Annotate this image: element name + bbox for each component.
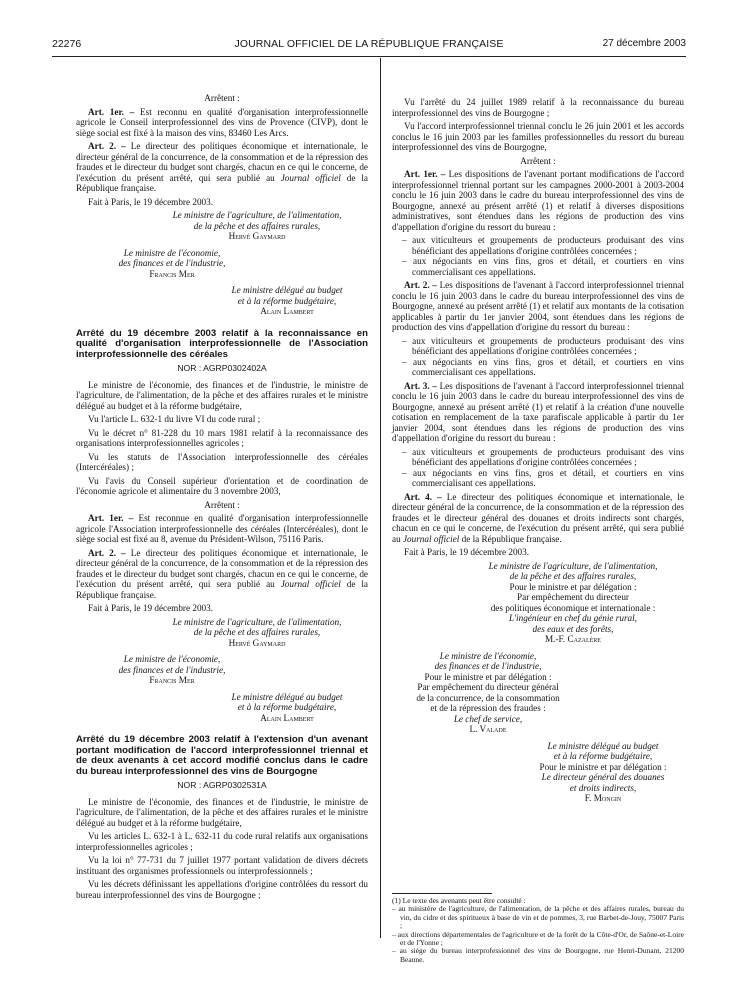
footnote-item: – au siège du bureau interprofessionnel des vins de Bourgogne, rue Henri-Dunant, 21200 Beaune. [392,946,684,964]
list-item: – aux négociants en vins fins, gros et détail, et courtiers en vins commercialisant ces appellations. [402,467,684,488]
list-item: – aux viticulteurs et groupements de producteurs produisant des vins bénéficiant des appellations d'origine contrôlées concernées ; [402,335,684,356]
article-1 [76,107,368,139]
signature-title: Le ministre délégué au budget [231,691,343,702]
arrete-label: Arrêtent : [204,499,240,510]
signature-title: L'ingénieur en chef du génie rural, [508,613,637,623]
signatory-name: Francis Mer [149,675,195,685]
signature-title: de la pêche et des affaires rurales, [509,571,637,581]
article-label: Art. 4. – [404,491,442,502]
signature-title: et droits indirects, [569,782,637,793]
signature-title: Le ministre de l'agriculture, de l'alimentation, [172,616,342,627]
journal-title: JOURNAL OFFICIEL DE LA RÉPUBLIQUE FRANÇAISE [234,38,504,50]
signature-delegation: des politiques économique et internationale : [490,602,656,613]
article-text: Le directeur des politiques économique et internationale, le directeur général de la concurrence, de la consommation et de la répression des fraudes et le directeur du budget sont chargés, chacun en ce qui le concerne, de l'exécution du présent arrêté, qui sera publié au [76,547,369,589]
preamble: Le ministre de l'économie, des finances et de l'industrie, le ministre de l'agriculture, de l'alimentation, de la pêche et des affaires rurales et le ministre délégué au budget et à la réforme budgétaire, [76,379,368,411]
visa: Vu les statuts de l'Association interprofessionnelle des céréales (Intercéréales) ; [76,451,368,472]
article-4 [392,492,684,545]
article-text: Les dispositions de l'avenant à l'accord interprofessionnel triennal conclu le 16 juin 2003 dans le cadre du bureau interprofessionnel des vins de Bourgogne, annexé au présent arrêté (1) et relatif aux montants de la cotisation applicables à partir du 1er janvier 2004, sont étendues dans les régions de production des vins d'appellation d'origine du ressort du bureau : [392,280,685,332]
article-label: Art. 1er. – [404,169,446,179]
signature-title: des finances et de l'industrie, [434,661,542,671]
visa: Vu l'avis du Conseil supérieur d'orientation et de coordination de l'économie agricole et alimentaire du 3 novembre 2003, [76,475,368,496]
article-2 [76,548,368,601]
footnote-item: – au ministère de l'agriculture, de l'alimentation, de la pêche et des affaires rurales, bureau du vin, du cidre et des spiritueux à base de vin et de pommes, 3, rue Barbet-de-Jouy, 75007 Paris ; [392,904,684,931]
issue-date: 27 décembre 2003 [602,38,686,49]
signatory-name: Hervé Gaymard [228,231,286,241]
visa: Vu l'arrêté du 24 juillet 1989 relatif à la reconnaissance du bureau interprofessionnel des vins de Bourgogne ; [392,97,684,118]
signatory-name: Alain Lambert [260,306,314,316]
signature-delegation: Pour le ministre et par délégation : [509,581,637,592]
arrete-title: Arrêté du 19 décembre 2003 relatif à l'extension d'un avenant portant modification de l'accord interprofessionnel triennal et de deux avenants à cet accord modifié conclus dans le cadre du bureau interprofessionnel des vins de Bourgogne [76,734,368,777]
signature-delegation: Par empêchement du directeur [517,592,629,602]
article-text: Le directeur des politiques économique et internationale, le directeur général de la concurrence, de la consommation et de la répression des fraudes et le directeur général des douanes et droits indirects sont chargés, chacun en ce qui le concerne, de l'exécution du présent arrêté, qui sera publié au [392,491,685,544]
signature-block [76,617,368,649]
arrete-label: Arrêtent : [204,93,240,103]
signature-title: Le directeur général des douanes [541,772,665,782]
signature-block [76,692,368,724]
signature-title: et à la réforme budgétaire, [237,295,337,306]
signatory-name: Alain Lambert [260,712,314,723]
journal-ref: Journal officiel [280,172,341,183]
signature-title: Le ministre de l'économie, [123,247,221,258]
header-rule [52,56,686,57]
footnote-intro: (1) Le texte des avenants peut être consulté : [392,896,526,905]
signature-title: Le ministre délégué au budget [547,740,659,751]
signature-delegation: de la concurrence, de la consommation [416,692,560,703]
signature-title: des eaux et des forêts, [532,623,614,634]
signature-title: Le ministre de l'économie, [439,650,537,661]
signature-delegation: Par empêchement du directeur général [417,682,559,692]
article-label: Art. 2. – [404,280,437,290]
article-text: Est reconnue en qualité d'organisation interprofessionnelle agricole l'Association interprofessionnelle des céréales (Intercéréales), dont le siège social est fixé au 8, avenue du Président-Wilson, 75116 Paris. [76,513,369,544]
signature-delegation: et de la répression des fraudes : [430,703,546,713]
arrete-label: Arrêtent : [520,155,556,166]
signature-block [76,210,368,242]
signature-title: et à la réforme budgétaire, [553,751,653,761]
left-column [76,93,368,903]
nor-reference: NOR : AGRP0302402A [177,363,267,373]
signature-title: Le ministre de l'agriculture, de l'alimentation, [172,210,342,220]
article-1 [392,169,684,232]
article-label: Art. 2. – [88,547,126,558]
article-label: Art. 1er. – [88,513,134,523]
signature-title: de la pêche et des affaires rurales, [193,220,321,231]
visa: Vu la loi n° 77-731 du 7 juillet 1977 portant validation de divers décrets instituant des organismes professionnels ou interprofessionnels ; [76,855,368,876]
article-text: Est reconnu en qualité d'organisation interprofessionnelle agricole le Conseil interprofessionnel des vins de Provence (CIVP), dont le siège social est fixé à la maison des vins, 83460 Les Arcs. [76,106,368,138]
article-label: Art. 1er. – [88,106,135,117]
list-item: – aux négociants en vins fins, gros et détail, et courtiers en vins commercialisant ces appellations. [402,356,684,377]
signature-block [76,285,368,317]
signature-title: Le chef de service, [453,713,523,724]
footnote-list [392,905,684,964]
signature-block [392,561,684,645]
signature-title: des finances et de l'industrie, [118,664,226,675]
footnote [392,893,684,964]
page-number: 22276 [52,38,82,50]
article-text-end: de la République française. [76,579,369,600]
list-item: – aux viticulteurs et groupements de producteurs produisant des vins bénéficiant des appellations d'origine contrôlées concernées ; [402,235,684,256]
signature-block [76,654,368,686]
article-text: Le directeur des politiques économique et internationale, le directeur général de la concurrence, de la consommation et de la répression des fraudes et le directeur du budget sont chargés, chacun en ce qui le concerne, de l'exécution du présent arrêté, qui sera publié au [76,141,369,183]
article-2 [392,280,684,333]
article-label: Art. 3. – [404,380,437,391]
visa: Vu les articles L. 632-1 à L. 632-11 du code rural relatifs aux organisations interprofessionnelles agricoles ; [76,831,368,852]
article-text-end: de la République française. [461,533,562,544]
preamble: Le ministre de l'économie, des finances et de l'industrie, le ministre de l'agriculture, de l'alimentation, de la pêche et des affaires rurales et le ministre délégué au budget et à la réforme budgétaire, [76,796,368,828]
article-text-end: de la République française. [76,172,369,193]
signature-title: et à la réforme budgétaire, [237,702,337,712]
article-2 [76,141,368,194]
article-2-list [392,336,684,378]
footnote-item: – aux directions départementales de l'agriculture et de la forêt de la Côte-d'Or, de Saône-et-Loire et de l'Yonne ; [392,929,684,948]
fait-a-paris: Fait à Paris, le 19 décembre 2003. [88,196,214,207]
right-column [392,97,684,810]
signatory-name: L. Valade [469,724,507,734]
arrete-title: Arrêté du 19 décembre 2003 relatif à la reconnaissance en qualité d'organisation interprofessionnelle de l'Association interprofessionnelle des céréales [76,327,368,360]
signature-delegation: Pour le ministre et par délégation : [424,671,552,682]
signatory-name: Francis Mer [149,268,195,279]
fait-a-paris: Fait à Paris, le 19 décembre 2003. [88,603,214,613]
signatory-name: Hervé Gaymard [228,637,286,648]
visa: Vu le décret n° 81-228 du 10 mars 1981 relatif à la reconnaissance des organisations interprofessionnelles agricoles ; [76,427,368,448]
signatory-name: F. Mongin [584,793,622,803]
fait-a-paris: Fait à Paris, le 19 décembre 2003. [404,547,530,557]
article-label: Art. 2. – [88,141,126,151]
visa: Vu l'accord interprofessionnel triennal conclu le 26 juin 2001 et les accords conclus le 16 juin 2003 par les familles professionnelles du ressort du bureau interprofessionnel des vins de Bourgogne, [392,121,684,152]
journal-ref: Journal officiel [402,533,460,544]
article-text: Les dispositions de l'avenant à l'accord interprofessionnel triennal conclu le 16 juin 2003 dans le cadre du bureau interprofessionnel des vins de Bourgogne, annexé au présent arrêté (1) et relatif à la création d'une nouvelle cotisation en remplacement de la taxe parafiscale applicable à partir du 1er janvier 2004, sont étendues dans les régions de production des vins d'appellation d'origine du ressort du bureau : [392,380,685,443]
signature-block [392,651,684,735]
footnote-rule [392,893,492,894]
column-divider [380,58,381,938]
article-3-list [392,447,684,489]
signature-block [76,248,368,280]
article-3 [392,381,684,444]
visa: Vu les décrets définissant les appellations d'origine contrôlées du ressort du bureau interprofessionnel des vins de Bourgogne ; [76,879,368,900]
signature-block [392,741,684,804]
page-header [52,38,686,54]
article-1 [76,513,368,545]
signatory-name: M.-F. Cazalère [545,634,601,644]
article-text: Les dispositions de l'avenant portant modifications de l'accord interprofessionnel triennal portant sur les campagnes 2000-2001 à 2003-2004 conclu le 16 juin 2003 dans le cadre du bureau interprofessionnel des vins de Bourgogne, annexé au présent arrêté (1) et relatif à diverses dispositions administratives, sont étendues dans les régions de production des vins d'appellation d'origine du ressort du bureau : [392,169,684,232]
signature-title: Le ministre de l'agriculture, de l'alimentation, [488,560,658,571]
list-item: – aux viticulteurs et groupements de producteurs produisant des vins bénéficiant des appellations d'origine contrôlées concernées ; [402,446,684,467]
signature-title: Le ministre délégué au budget [231,285,343,295]
signature-delegation: Pour le ministre et par délégation : [539,761,667,772]
visa: Vu l'article L. 632-1 du livre VI du code rural ; [88,414,261,424]
signature-title: des finances et de l'industrie, [118,258,226,268]
signature-title: de la pêche et des affaires rurales, [193,627,321,637]
list-item: – aux négociants en vins fins, gros et détail, et courtiers en vins commercialisant ces appellations. [402,256,684,277]
journal-ref: Journal officiel [280,579,341,589]
nor-reference: NOR : AGRP0302531A [177,780,267,790]
signature-title: Le ministre de l'économie, [123,654,221,664]
article-1-list [392,235,684,277]
